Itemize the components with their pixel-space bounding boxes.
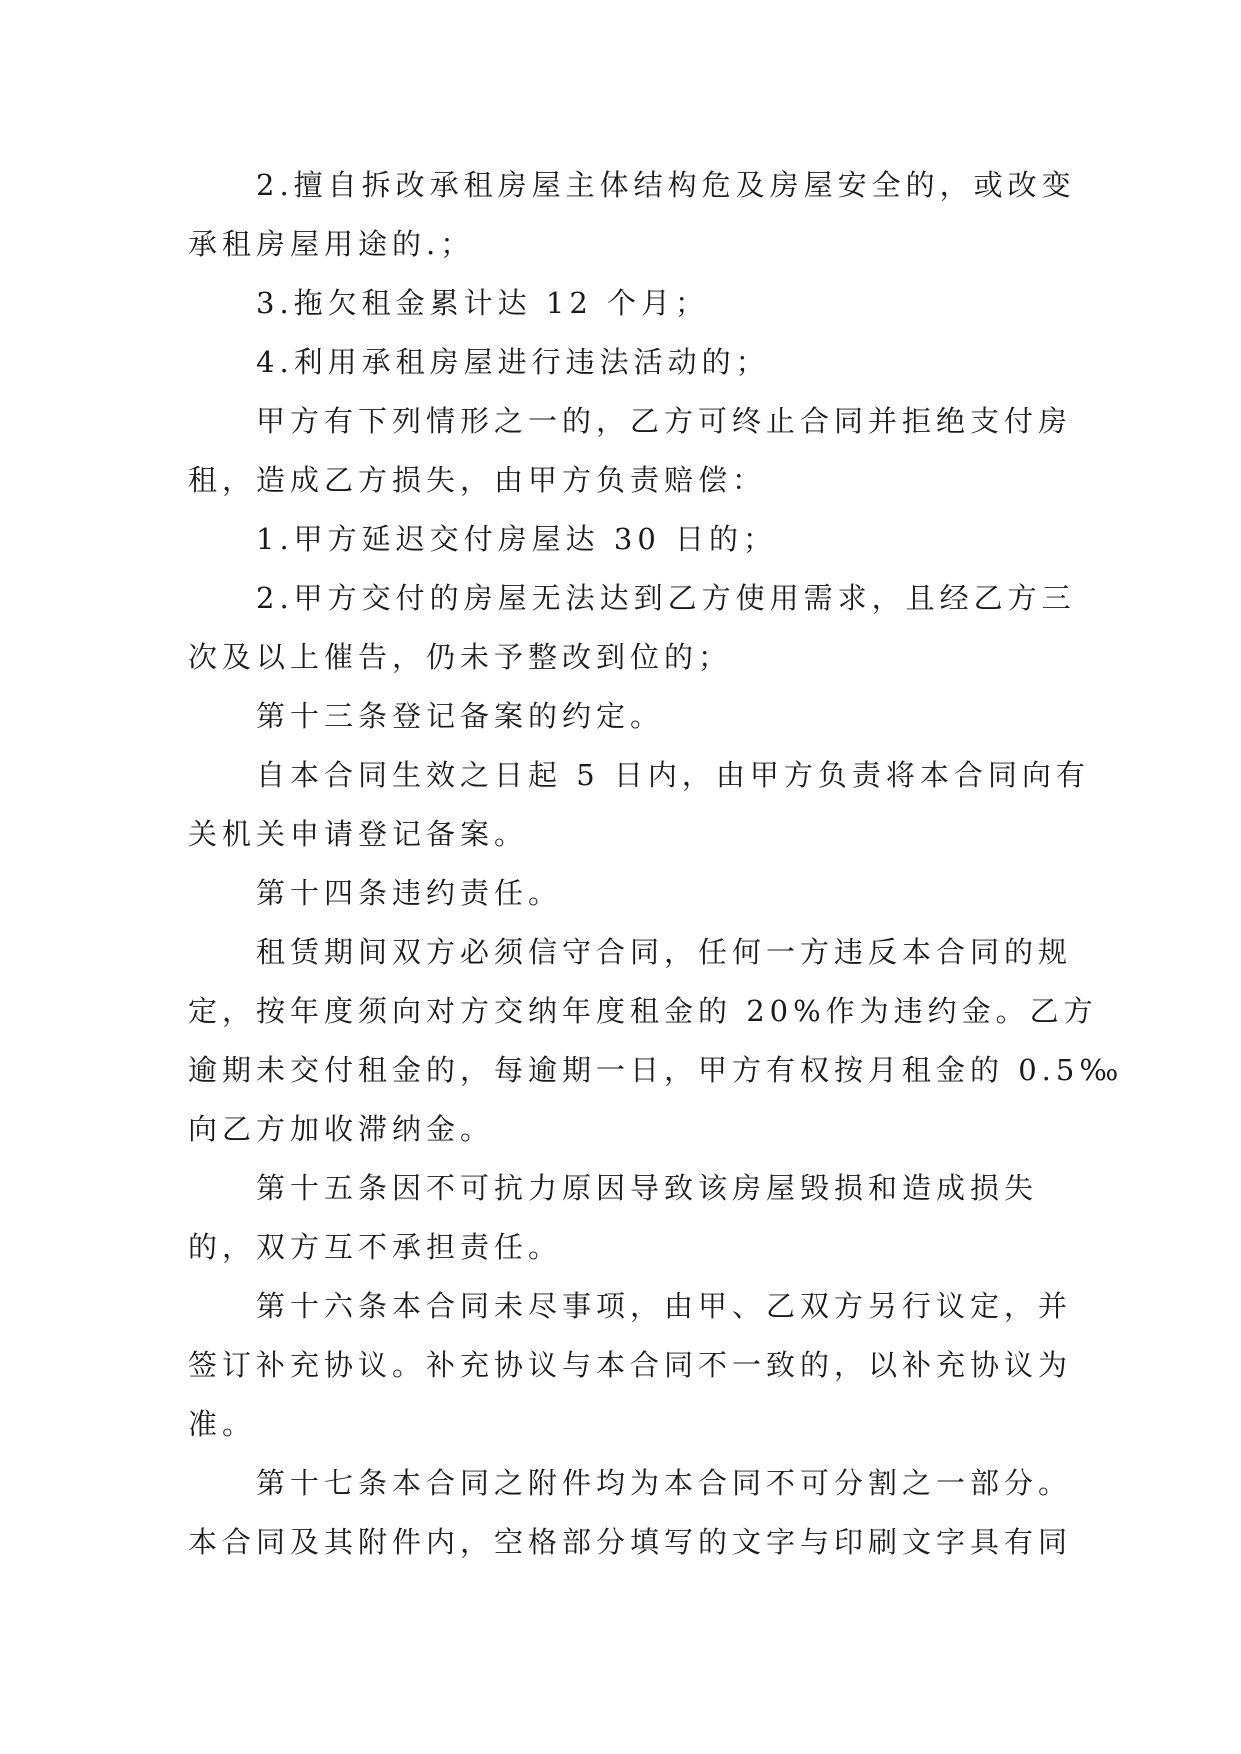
text-line: 本合同及其附件内，空格部分填写的文字与印刷文字具有同	[188, 1525, 1073, 1559]
text-line: 甲方有下列情形之一的，乙方可终止合同并拒绝支付房	[256, 404, 1073, 438]
text-line: 自本合同生效之日起 5 日内，由甲方负责将本合同向有	[256, 758, 1090, 792]
section-heading-17: 第十七条本合同之附件均为本合同不可分割之一部分。	[256, 1466, 1073, 1500]
text-line: 4.利用承租房屋进行违法活动的；	[256, 345, 770, 379]
text-line: 关机关申请登记备案。	[188, 817, 529, 851]
text-line: 准。	[188, 1407, 257, 1441]
text-line: 的，双方互不承担责任。	[188, 1230, 563, 1264]
text-line: 次及以上催告，仍未予整改到位的；	[188, 640, 733, 674]
text-line: 承租房屋用途的.；	[188, 227, 475, 261]
text-line: 签订补充协议。补充协议与本合同不一致的，以补充协议为	[188, 1348, 1073, 1382]
text-line: 1.甲方延迟交付房屋达 30 日的；	[256, 522, 778, 556]
text-line: 2.擅自拆改承租房屋主体结构危及房屋安全的，或改变	[256, 168, 1076, 202]
text-line: 3.拖欠租金累计达 12 个月；	[256, 286, 710, 320]
text-line: 向乙方加收滞纳金。	[188, 1112, 495, 1146]
text-line: 2.甲方交付的房屋无法达到乙方使用需求，且经乙方三	[256, 581, 1076, 615]
section-heading-15: 第十五条因不可抗力原因导致该房屋毁损和造成损失	[256, 1171, 1039, 1205]
section-heading-13: 第十三条登记备案的约定。	[256, 699, 665, 733]
document-body	[188, 156, 1124, 1572]
text-line: 逾期未交付租金的，每逾期一日，甲方有权按月租金的 0.5‰	[188, 1053, 1124, 1087]
text-line: 租，造成乙方损失，由甲方负责赔偿：	[188, 463, 767, 497]
text-line: 租赁期间双方必须信守合同，任何一方违反本合同的规	[256, 935, 1073, 969]
section-heading-16: 第十六条本合同未尽事项，由甲、乙双方另行议定，并	[256, 1289, 1073, 1323]
text-line: 定，按年度须向对方交纳年度租金的 20%作为违约金。乙方	[188, 994, 1098, 1028]
section-heading-14: 第十四条违约责任。	[256, 876, 563, 910]
